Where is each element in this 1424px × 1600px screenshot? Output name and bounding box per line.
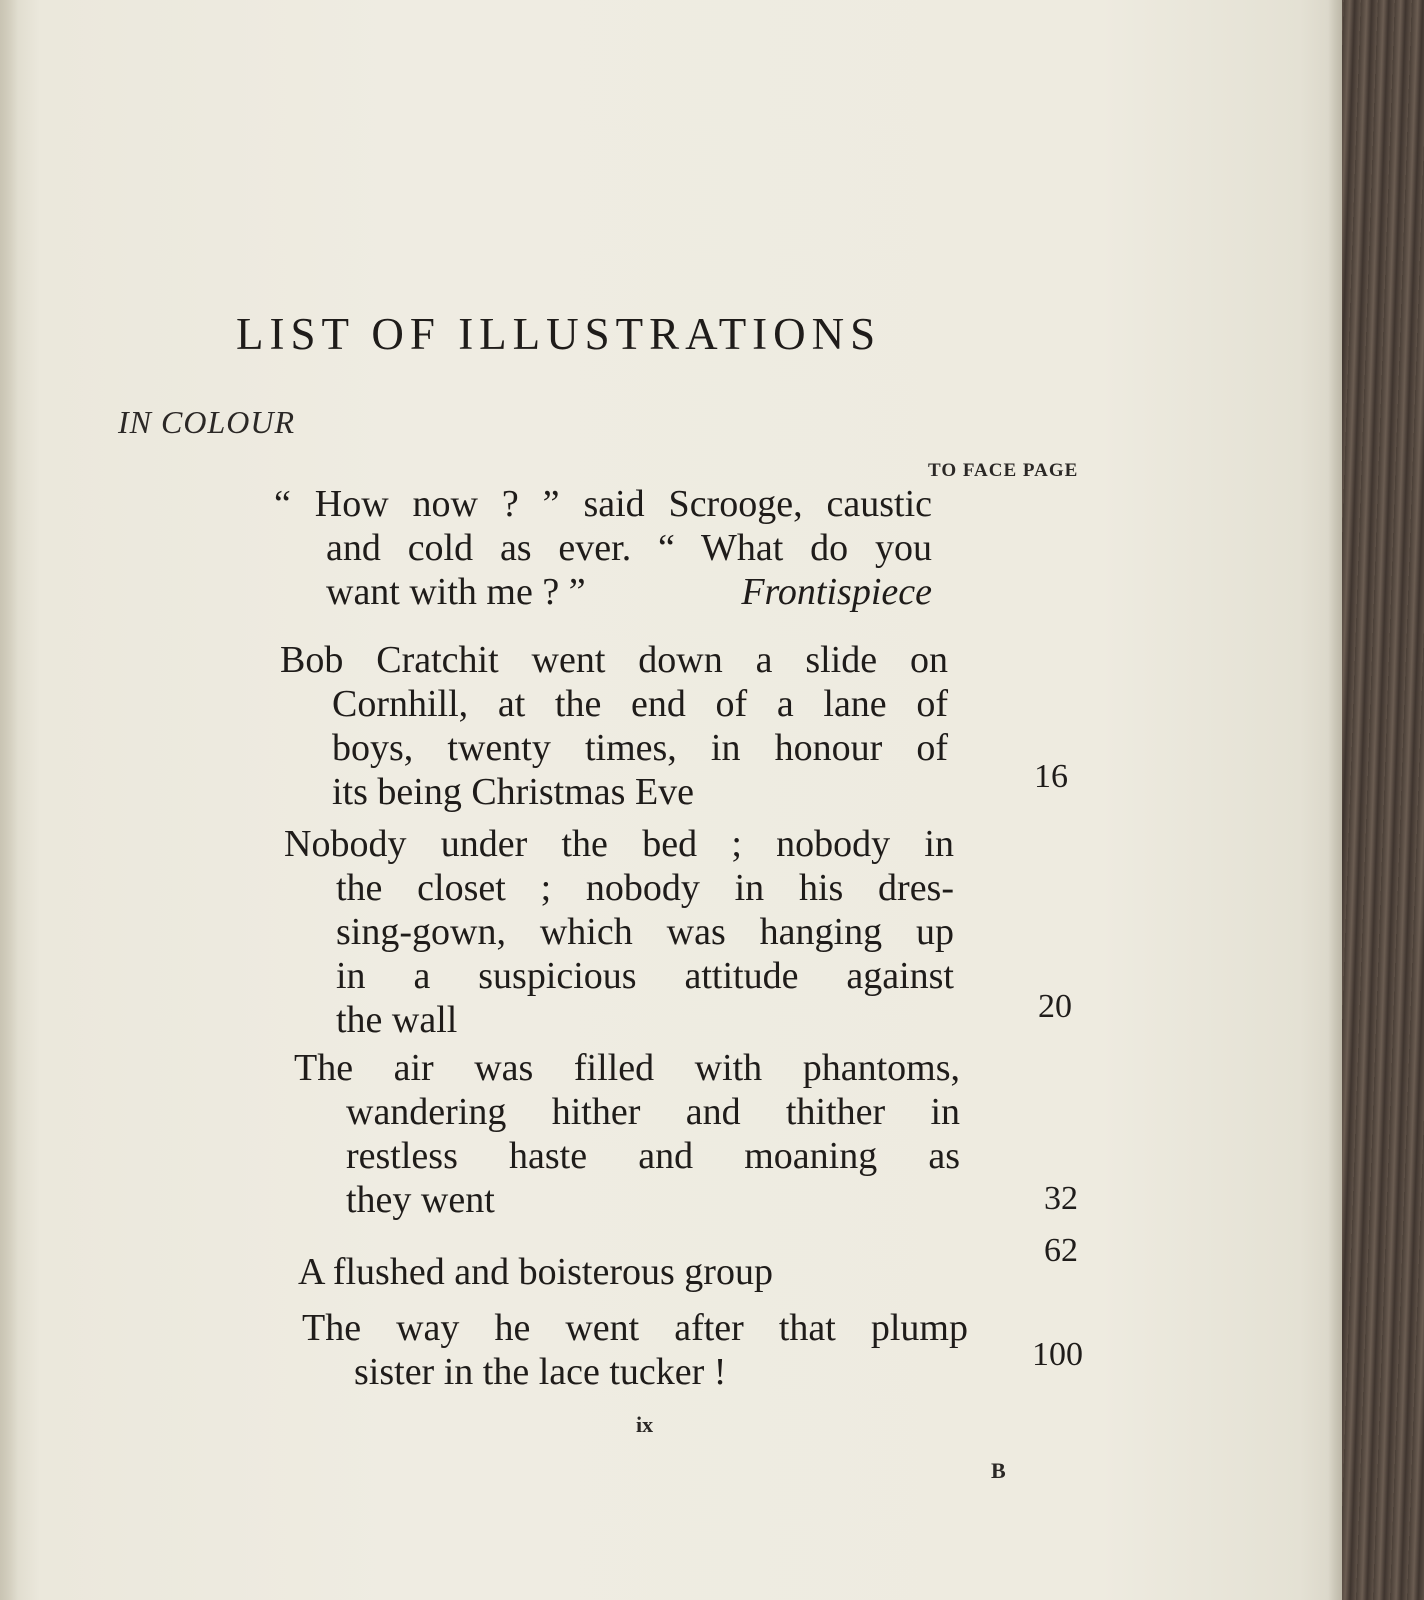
illustration-entry bbox=[280, 638, 948, 814]
illustration-entry bbox=[284, 822, 954, 1042]
entry-line: sing-gown, which was hanging up bbox=[336, 911, 954, 953]
page-number: 100 bbox=[1032, 1336, 1083, 1373]
entry-line: they went bbox=[346, 1179, 495, 1221]
illustration-entry bbox=[302, 1306, 968, 1394]
entry-line-text: want with me ? ” bbox=[326, 571, 586, 613]
page-number: 62 bbox=[1044, 1232, 1078, 1269]
entry-line bbox=[326, 570, 932, 614]
page-number: 32 bbox=[1044, 1180, 1078, 1217]
section-heading: IN COLOUR bbox=[118, 404, 296, 440]
illustration-entry bbox=[294, 1046, 960, 1222]
column-heading: TO FACE PAGE bbox=[928, 460, 1079, 481]
entry-line: in a suspicious attitude against bbox=[336, 955, 954, 997]
page-number: 16 bbox=[1034, 758, 1068, 795]
entry-line: restless haste and moaning as bbox=[346, 1135, 960, 1177]
entry-line: its being Christmas Eve bbox=[332, 771, 695, 813]
entry-line: wandering hither and thither in bbox=[346, 1091, 960, 1133]
signature-mark: B bbox=[991, 1458, 1006, 1483]
frontispiece-label: Frontispiece bbox=[741, 571, 932, 613]
entry-line: Nobody under the bed ; nobody in bbox=[284, 823, 954, 865]
entry-line: sister in the lace tucker ! bbox=[354, 1351, 727, 1393]
illustration-entry bbox=[274, 482, 932, 614]
entry-line: A flushed and boisterous group bbox=[298, 1251, 773, 1293]
entry-line: The air was filled with phantoms, bbox=[294, 1047, 960, 1089]
folio-number: ix bbox=[636, 1412, 654, 1437]
entry-line: boys, twenty times, in honour of bbox=[332, 727, 948, 769]
entry-line: The way he went after that plump bbox=[302, 1307, 968, 1349]
entry-line: Cornhill, at the end of a lane of bbox=[332, 683, 948, 725]
entry-line: and cold as ever. “ What do you bbox=[326, 527, 932, 569]
entry-line: the closet ; nobody in his dres- bbox=[336, 867, 954, 909]
entry-line: the wall bbox=[336, 999, 458, 1041]
page-number: 20 bbox=[1038, 988, 1072, 1025]
entry-line: “ How now ? ” said Scrooge, caustic bbox=[274, 483, 932, 525]
page-title: LIST OF ILLUSTRATIONS bbox=[236, 309, 882, 359]
illustration-entry bbox=[298, 1250, 978, 1294]
entry-line: Bob Cratchit went down a slide on bbox=[280, 639, 948, 681]
